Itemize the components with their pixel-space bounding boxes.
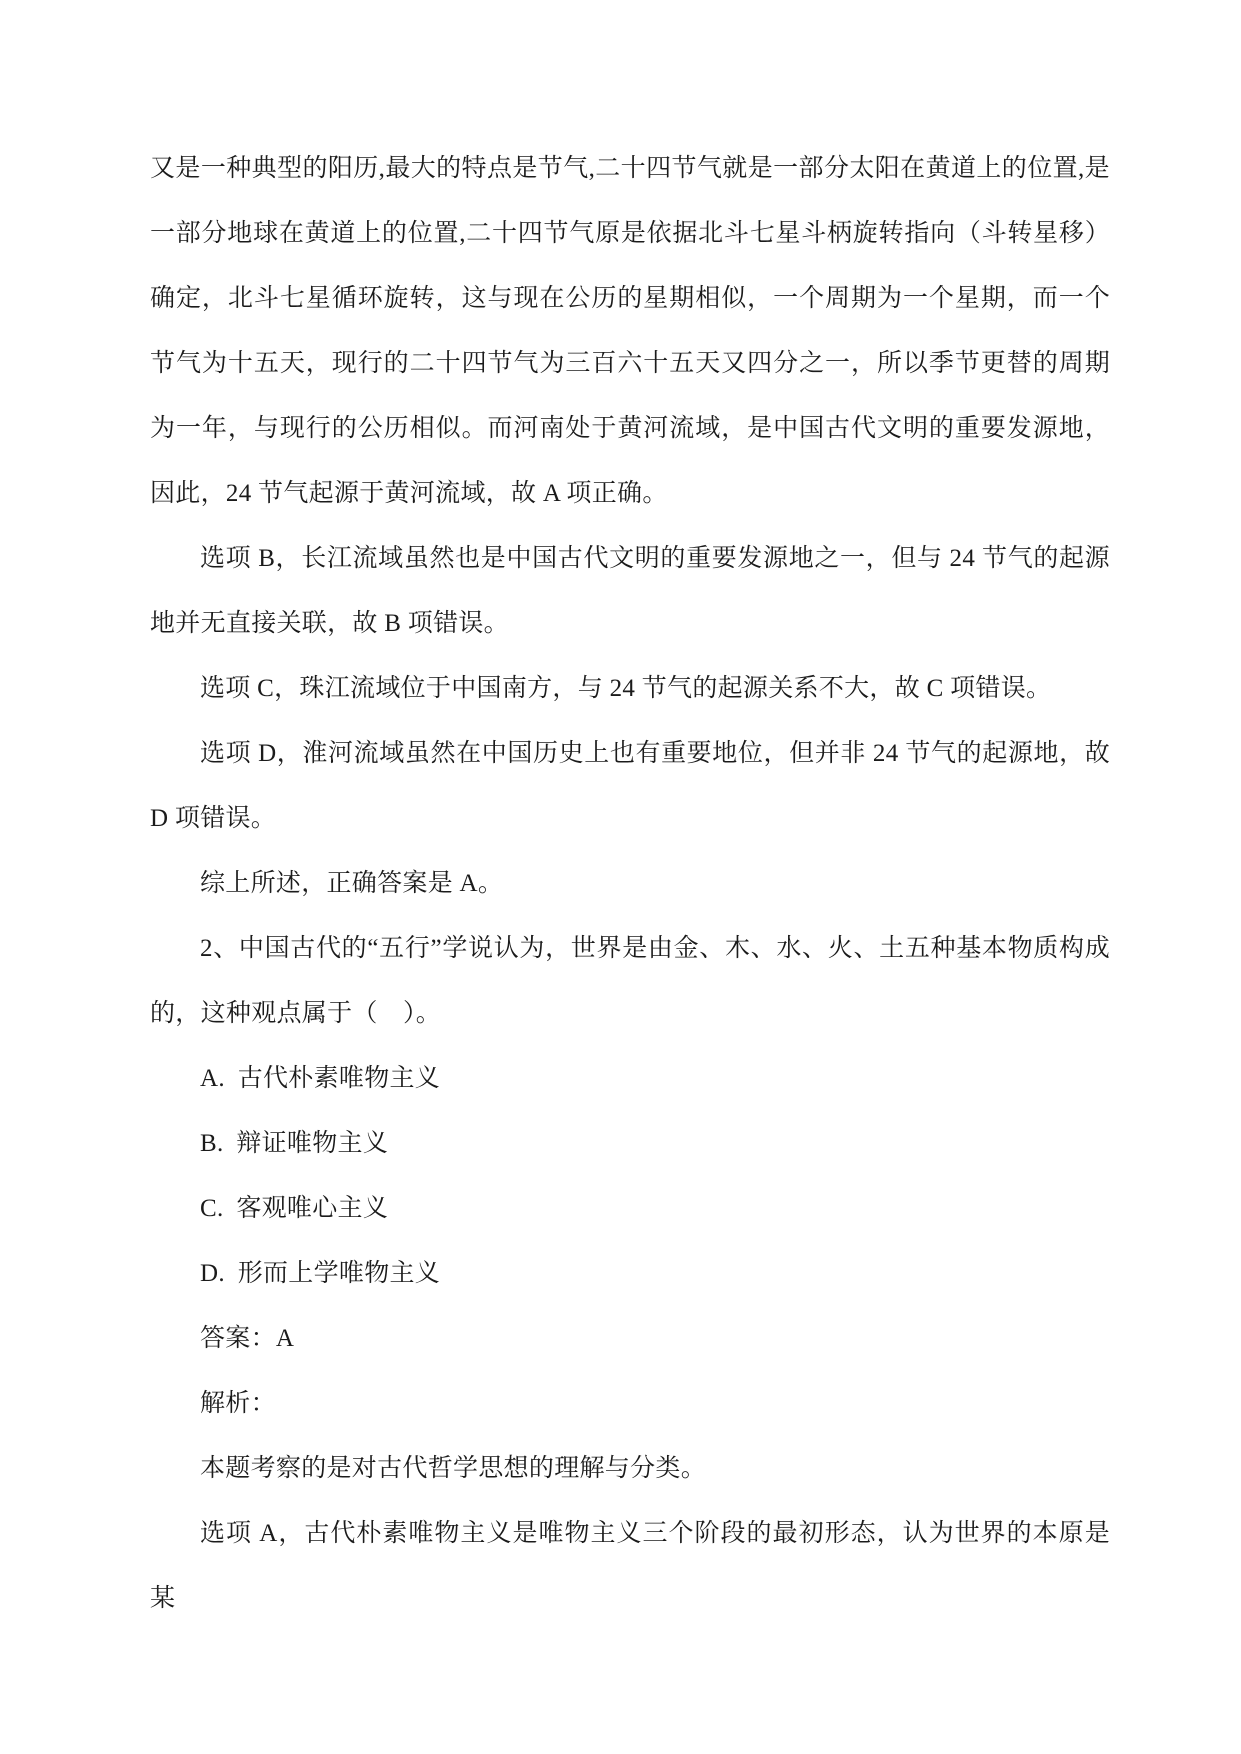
- paragraph: 又是一种典型的阳历,最大的特点是节气,二十四节气就是一部分太阳在黄道上的位置,是一部分地球在黄道上的位置,二十四节气原是依据北斗七星斗柄旋转指向（斗转星移）确定，北斗七星循环旋转，这与现在公历的星期相似，一个周期为一个星期，而一个节气为十五天，现行的二十四节气为三百六十五天又四分之一，所以季节更替的周期为一年，与现行的公历相似。而河南处于黄河流域，是中国古代文明的重要发源地，因此，24 节气起源于黄河流域，故 A 项正确。: [150, 155, 1110, 507]
- paragraph: 选项 A，古代朴素唯物主义是唯物主义三个阶段的最初形态，认为世界的本原是某: [150, 1520, 1110, 1612]
- paragraph: 2、中国古代的“五行”学说认为，世界是由金、木、水、火、土五种基本物质构成的，这种观点属于（ ）。: [150, 935, 1110, 1027]
- paragraph: 解析：: [200, 1390, 276, 1417]
- paragraph: 综上所述，正确答案是 A。: [200, 870, 504, 897]
- option-A: A. 古代朴素唯物主义: [200, 1065, 441, 1092]
- paragraph: 选项 B，长江流域虽然也是中国古代文明的重要发源地之一，但与 24 节气的起源地并无直接关联，故 B 项错误。: [150, 545, 1110, 637]
- paragraph: 选项 C，珠江流域位于中国南方，与 24 节气的起源关系不大，故 C 项错误。: [200, 675, 1052, 702]
- option-D: D. 形而上学唯物主义: [200, 1260, 441, 1287]
- option-C: C. 客观唯心主义: [200, 1195, 389, 1222]
- paragraph: 答案：A: [200, 1325, 295, 1352]
- paragraph: 选项 D，淮河流域虽然在中国历史上也有重要地位，但并非 24 节气的起源地，故 D 项错误。: [150, 740, 1110, 832]
- paragraph: 本题考察的是对古代哲学思想的理解与分类。: [200, 1455, 707, 1482]
- option-B: B. 辩证唯物主义: [200, 1130, 389, 1157]
- document-body: [150, 136, 1110, 1631]
